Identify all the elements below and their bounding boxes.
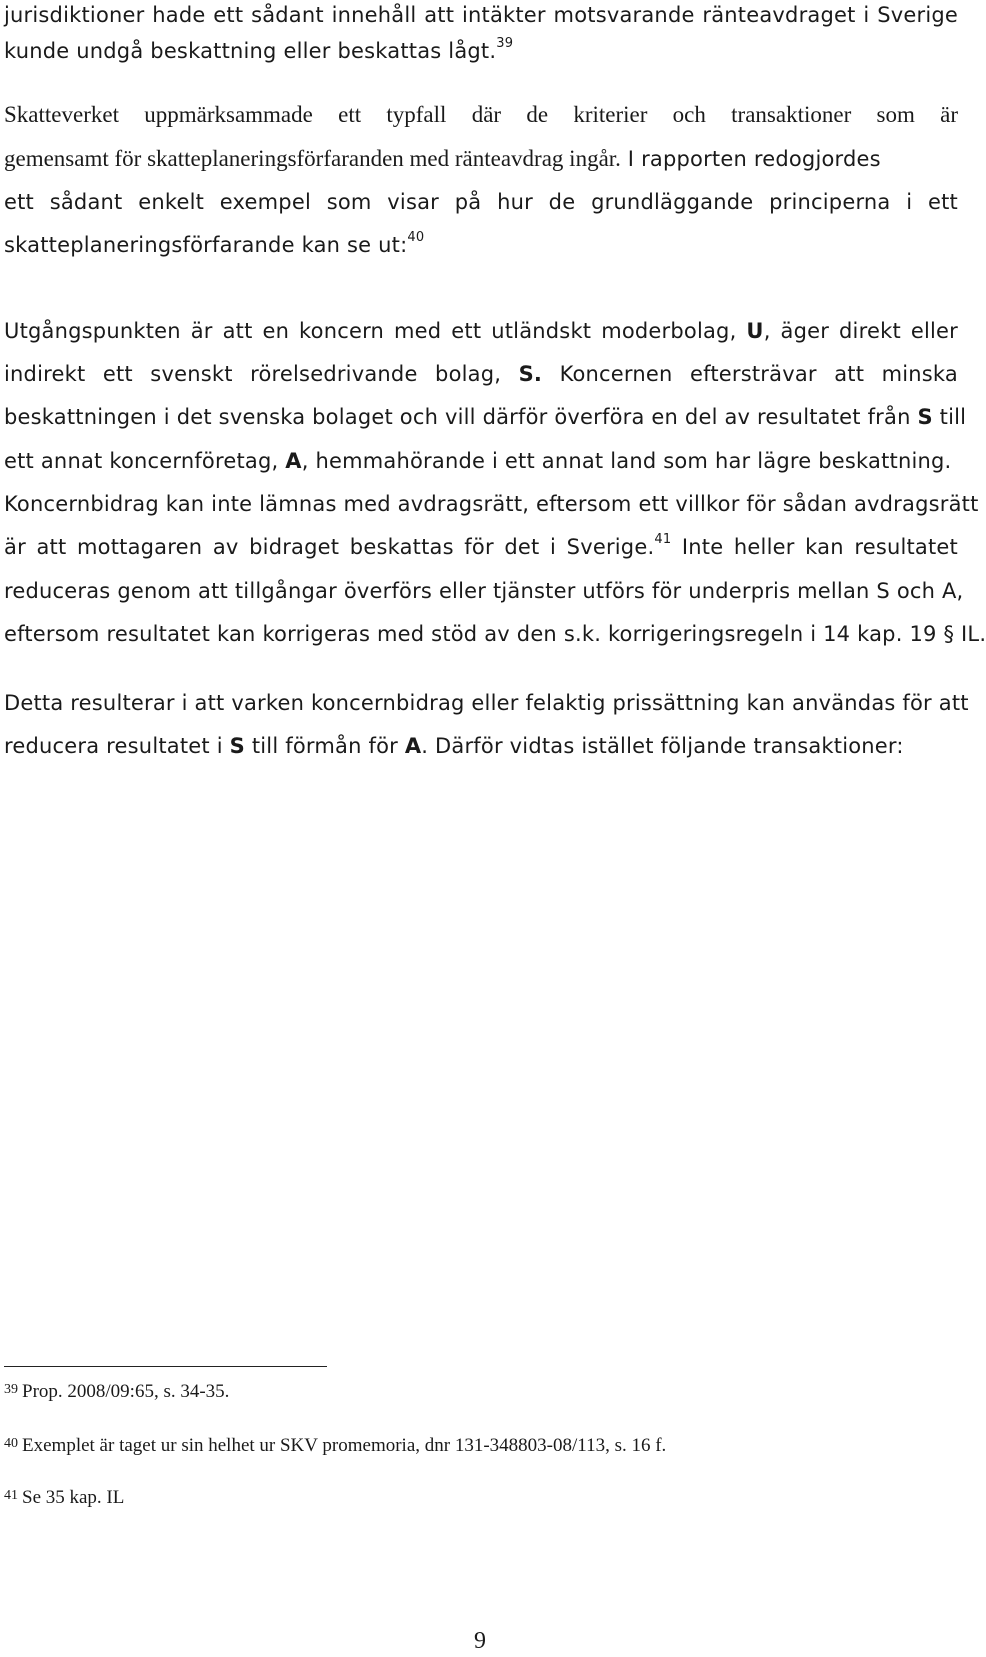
text-segment: Utgångspunkten är att en koncern med ett utländskt moderbolag,: [4, 319, 747, 343]
paragraph-3-line-2: [4, 359, 958, 389]
paragraph-1-line-2: [4, 36, 958, 66]
footnote-40: [4, 1434, 666, 1460]
text-segment: , hemmahörande i ett annat land som har lägre beskattning.: [301, 449, 952, 473]
paragraph-1-line-1: jurisdiktioner hade ett sådant innehåll att intäkter motsvarande ränteavdraget i Sverige: [4, 3, 958, 27]
text-segment: , äger direkt eller: [763, 319, 958, 343]
paragraph-3-line-5: Koncernbidrag kan inte lämnas med avdragsrätt, eftersom ett villkor för sådan avdragsrätt: [4, 492, 979, 516]
text-segment: Koncernen eftersträvar att minska: [542, 362, 958, 386]
paragraph-3-line-4: [4, 446, 958, 476]
footnote-number: 40: [4, 1436, 18, 1451]
text-segment: I rapporten redogjordes: [620, 147, 881, 171]
entity-s: S: [917, 405, 933, 429]
footnote-number: 39: [4, 1382, 18, 1397]
footnote-ref-40: 40: [407, 230, 425, 245]
text-segment: Inte heller kan resultatet: [671, 535, 958, 559]
paragraph-3-line-6: [4, 532, 958, 562]
page-number: 9: [474, 1628, 486, 1654]
footnote-ref-39: 39: [496, 36, 514, 51]
paragraph-3-line-8: eftersom resultatet kan korrigeras med stöd av den s.k. korrigeringsregeln i 14 kap. 19 § IL.: [4, 622, 986, 646]
text-segment: till: [932, 405, 967, 429]
text-segment: till förmån för: [244, 734, 405, 758]
footnote-separator: [4, 1366, 327, 1367]
footnote-number: 41: [4, 1488, 18, 1503]
footnote-ref-41: 41: [654, 532, 672, 547]
footnote-39: [4, 1380, 229, 1406]
text-segment: indirekt ett svenskt rörelsedrivande bolag,: [4, 362, 519, 386]
text-segment: gemensamt för skatteplaneringsförfaranden med ränteavdrag ingår.: [4, 146, 621, 171]
paragraph-2-line-3: ett sådant enkelt exempel som visar på hur de grundläggande principerna i ett: [4, 190, 958, 214]
entity-u: U: [746, 319, 764, 343]
footnote-text: Prop. 2008/09:65, s. 34-35.: [22, 1381, 230, 1402]
entity-s: S.: [518, 362, 543, 386]
entity-a: A: [285, 449, 302, 473]
footnote-41: [4, 1486, 124, 1512]
paragraph-4-line-2: [4, 731, 958, 761]
paragraph-2-line-4: [4, 230, 958, 260]
text-segment: reducera resultatet i: [4, 734, 230, 758]
text-segment: ett annat koncernföretag,: [4, 449, 286, 473]
text-segment: . Därför vidtas istället följande transaktioner:: [421, 734, 904, 758]
text-segment: kunde undgå beskattning eller beskattas lågt.: [4, 39, 497, 63]
paragraph-3-line-7: reduceras genom att tillgångar överförs eller tjänster utförs för underpris mellan S och A,: [4, 579, 964, 603]
paragraph-2-line-1: Skatteverket uppmärksammade ett typfall där de kriterier och transaktioner som är: [4, 102, 958, 127]
text-segment: skatteplaneringsförfarande kan se ut:: [4, 233, 408, 257]
footnote-text: Se 35 kap. IL: [22, 1487, 125, 1508]
paragraph-3-line-1: [4, 316, 958, 346]
paragraph-4-line-1: Detta resulterar i att varken koncernbidrag eller felaktig prissättning kan användas för att: [4, 691, 969, 715]
paragraph-2-line-2: [4, 144, 958, 174]
footnote-text: Exemplet är taget ur sin helhet ur SKV promemoria, dnr 131-348803-08/113, s. 16 f.: [22, 1435, 667, 1456]
entity-a: A: [404, 734, 422, 758]
text-segment: beskattningen i det svenska bolaget och vill därför överföra en del av resultatet från: [4, 405, 918, 429]
paragraph-3-line-3: [4, 402, 967, 432]
entity-s: S: [229, 734, 245, 758]
text-segment: är att mottagaren av bidraget beskattas för det i Sverige.: [4, 535, 655, 559]
